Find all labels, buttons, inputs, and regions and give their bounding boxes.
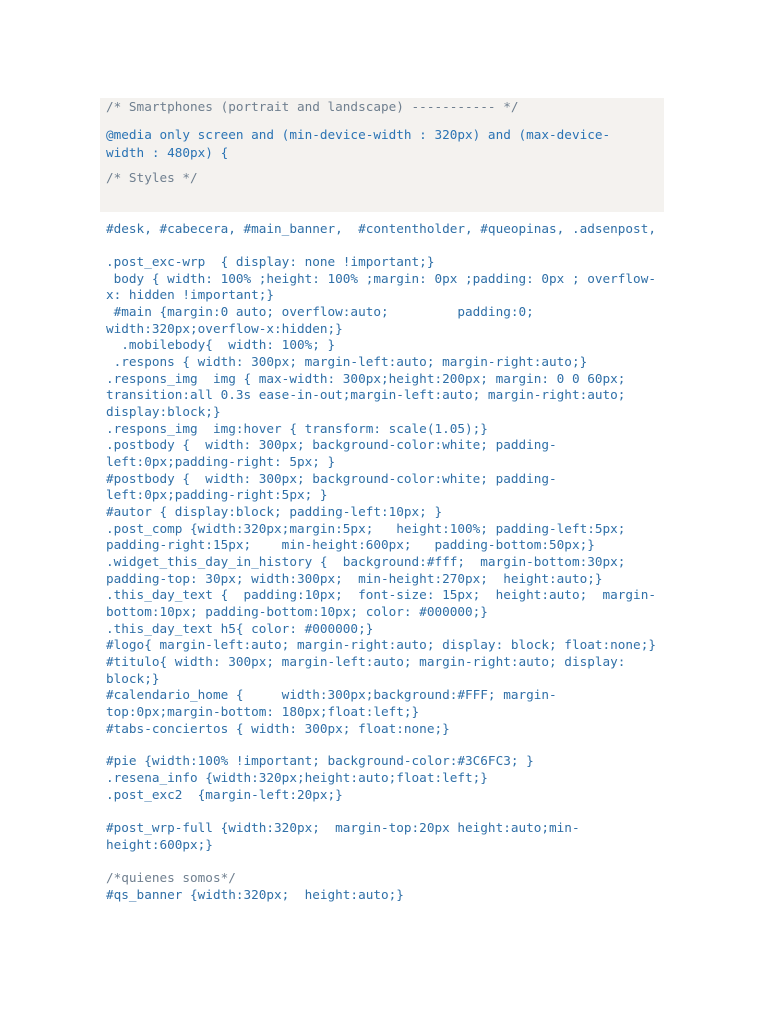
code-line: block;} [106,671,160,686]
code-line: .mobilebody{ width: 100%; } [106,337,336,352]
code-line: #logo{ margin-left:auto; margin-right:auto; display: block; float:none;} [106,637,656,652]
code-line: left:0px;padding-right:5px; } [106,487,328,502]
code-line: .resena_info {width:320px;height:auto;float:left;} [106,770,488,785]
code-line: x: hidden !important;} [106,287,275,302]
comment-quienes-somos: /*quienes somos*/ [106,870,236,885]
code-line: width:320px;overflow-x:hidden;} [106,321,343,336]
media-query-line-1: @media only screen and (min-device-width : 320px) and (max-device- [106,127,611,142]
code-line: padding-top: 30px; width:300px; min-height:270px; height:auto;} [106,571,603,586]
code-line: .respons_img img { max-width: 300px;height:200px; margin: 0 0 60px; [106,371,626,386]
code-line: body { width: 100% ;height: 100% ;margin: 0px ;padding: 0px ; overflow- [106,271,656,286]
code-line: #calendario_home { width:300px;background:#FFF; margin- [106,687,557,702]
code-line: left:0px;padding-right: 5px; } [106,454,336,469]
code-line: .post_comp {width:320px;margin:5px; height:100%; padding-left:5px; [106,521,626,536]
code-line: #main {margin:0 auto; overflow:auto; padding:0; [106,304,534,319]
code-line: #titulo{ width: 300px; margin-left:auto; margin-right:auto; display: [106,654,626,669]
code-line: .respons_img img:hover { transform: scale(1.05);} [106,421,488,436]
code-line: padding-right:15px; min-height:600px; padding-bottom:50px;} [106,537,595,552]
code-line: .respons { width: 300px; margin-left:auto; margin-right:auto;} [106,354,588,369]
code-line: top:0px;margin-bottom: 180px;float:left;} [106,704,420,719]
comment-smartphones: /* Smartphones (portrait and landscape) ----------- */ [106,99,519,114]
media-query-line-2: width : 480px) { [106,145,229,160]
comment-styles: /* Styles */ [106,170,198,185]
code-line: #qs_banner {width:320px; height:auto;} [106,887,404,902]
code-line: #autor { display:block; padding-left:10px; } [106,504,443,519]
code-line: #post_wrp-full {width:320px; margin-top:20px height:auto;min- [106,820,580,835]
code-line: .widget_this_day_in_history { background:#fff; margin-bottom:30px; [106,554,626,569]
code-line: #tabs-conciertos { width: 300px; float:none;} [106,721,450,736]
code-line: .post_exc-wrp { display: none !important;} [106,254,435,269]
code-line: .postbody { width: 300px; background-color:white; padding- [106,437,557,452]
code-line: height:600px;} [106,837,213,852]
code-line: .post_exc2 {margin-left:20px;} [106,787,343,802]
code-line: .this_day_text { padding:10px; font-size: 15px; height:auto; margin- [106,587,656,602]
code-line: transition:all 0.3s ease-in-out;margin-left:auto; margin-right:auto; [106,387,626,402]
code-line: bottom:10px; padding-bottom:10px; color: #000000;} [106,604,488,619]
code-line: #pie {width:100% !important; background-color:#3C6FC3; } [106,753,534,768]
code-line: display:block;} [106,404,221,419]
code-line: #desk, #cabecera, #main_banner, #contentholder, #queopinas, .adsenpost, [106,221,656,236]
code-line: .this_day_text h5{ color: #000000;} [106,621,374,636]
code-line: #postbody { width: 300px; background-color:white; padding- [106,471,557,486]
